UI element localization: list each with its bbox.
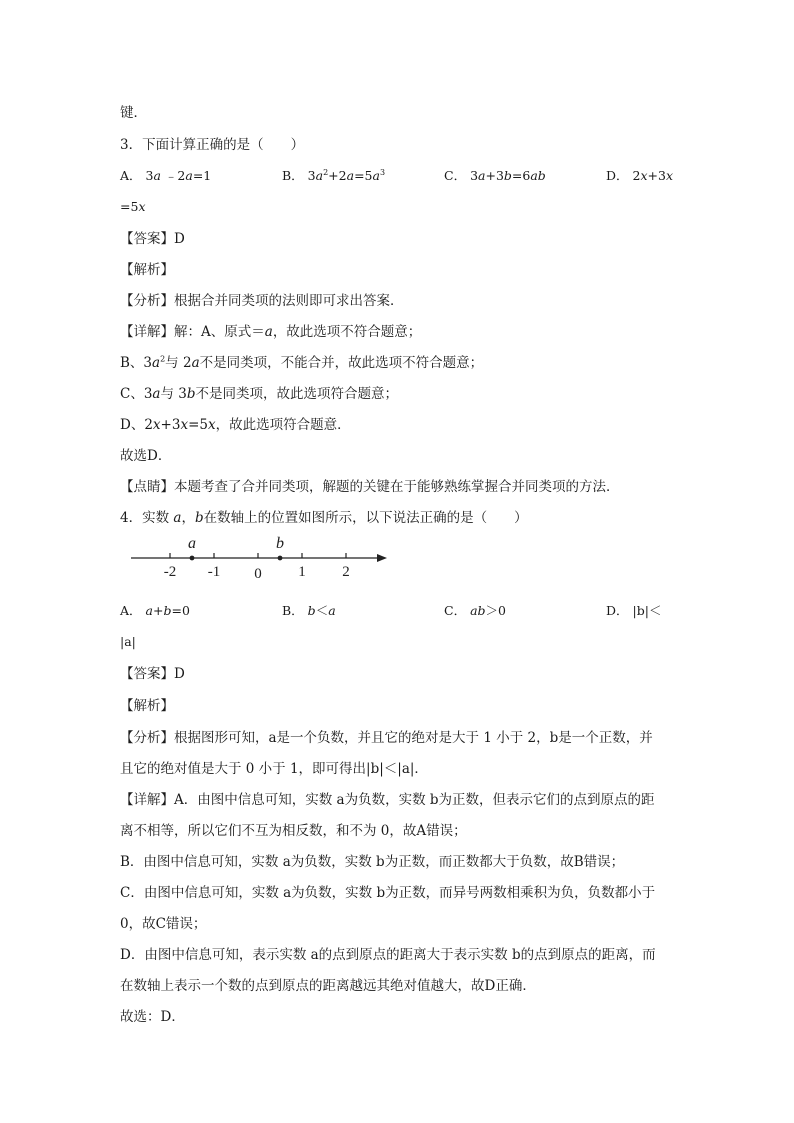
number-line-tick-label: 0: [254, 566, 262, 582]
q4-option-d: D． |b|＜: [606, 603, 662, 618]
point-b-label: b: [276, 535, 284, 552]
point-a-dot: [190, 556, 195, 561]
number-line-tick-label: -2: [163, 564, 177, 580]
q3-option-a: A． 3a ﹣2a=1: [120, 168, 212, 183]
number-line-tick-label: 2: [342, 564, 350, 580]
q4-option-a: A． a+b=0: [120, 603, 190, 618]
number-line-tick-label: -1: [207, 564, 221, 580]
q3-choice: 故选D．: [120, 448, 172, 464]
q4-answer: 【答案】D: [120, 666, 185, 682]
q3-analysis-head: 【解析】: [120, 262, 174, 278]
q4-detail-7: 在数轴上表示一个数的点到原点的距离越远其绝对值越大，故D正确．: [120, 978, 536, 994]
number-line-tick-label: 1: [298, 564, 306, 580]
q4-detail-6: D．由图中信息可知，表示实数 a的点到原点的距离大于表示实数 b的点到原点的距离，而: [120, 947, 656, 963]
q3-option-d: D． 2x+3x: [606, 168, 674, 183]
q3-detail-2: B、$3a^2$与 2a不是同类项，不能合并，故此选项不符合题意；: [120, 354, 484, 371]
q4-analysis-1: 【分析】根据图形可知，a是一个负数，并且它的绝对是大于 1 小于 2，b是一个正数，并: [120, 730, 653, 746]
q4-detail-2: 离不相等，所以它们不互为相反数，和不为 0，故A错误；: [120, 823, 467, 839]
q4-detail-4: C．由图中信息可知，实数 a为负数，实数 b为正数，而异号两数相乘积为负，负数都小于: [120, 885, 656, 901]
q3-detail-3: C、3a与 3b不是同类项，故此选项符合题意；: [120, 386, 399, 402]
q3-stem: 3．下面计算正确的是（ ）: [120, 137, 305, 153]
q3-comment: 【点睛】本题考查了合并同类项，解题的关键在于能够熟练掌握合并同类项的方法．: [120, 479, 620, 495]
q4-option-b: B． b＜a: [282, 603, 336, 618]
point-a-label: a: [188, 535, 196, 552]
q4-analysis-2: 且它的绝对值是大于 0 小于 1，即可得出|b|＜|a|．: [120, 761, 428, 777]
q4-detail-1: 【详解】A．由图中信息可知，实数 a为负数，实数 b为正数，但表示它们的点到原点的距: [120, 792, 655, 808]
q3-option-d-wrap: =5x: [120, 199, 146, 214]
number-line-figure: [125, 534, 395, 586]
q3-analysis: 【分析】根据合并同类项的法则即可求出答案．: [120, 293, 404, 309]
q4-stem: 4．实数 a，b在数轴上的位置如图所示，以下说法正确的是（ ）: [120, 510, 528, 526]
q4-option-c: C． ab＞0: [444, 603, 506, 618]
point-b-dot: [278, 556, 283, 561]
arrow-icon: [377, 554, 387, 562]
top-fragment: 键．: [120, 105, 147, 121]
q3-detail-4: D、2x+3x=5x，故此选项符合题意．: [120, 417, 351, 433]
q4-detail-5: 0，故C错误；: [120, 916, 207, 932]
q3-answer: 【答案】D: [120, 231, 185, 247]
q3-detail-1: 【详解】解：A、原式＝a，故此选项不符合题意；: [120, 324, 422, 340]
q3-option-c: C． 3a+3b=6ab: [444, 168, 546, 183]
q4-detail-3: B．由图中信息可知，实数 a为负数，实数 b为正数，而正数都大于负数，故B错误；: [120, 854, 625, 870]
q3-option-b: B． $3a^2+2a=5a^3$: [282, 167, 386, 183]
q4-choice: 故选：D．: [120, 1009, 185, 1025]
q4-option-d-wrap: |a|: [120, 634, 136, 649]
q4-analysis-head: 【解析】: [120, 698, 174, 714]
